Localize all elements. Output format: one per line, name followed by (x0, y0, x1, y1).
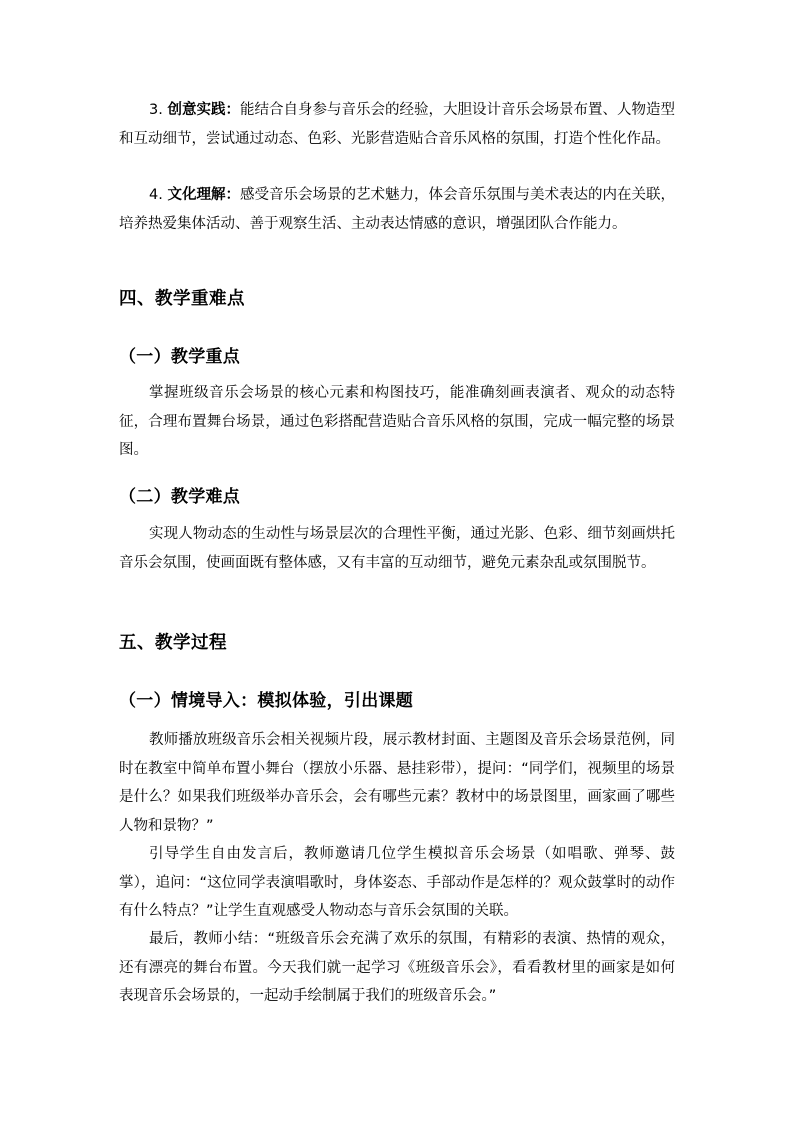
objective-4-number: 4. (149, 187, 163, 203)
section-4-1-heading: （一）教学重点 (119, 347, 241, 367)
objective-4-paragraph (119, 181, 675, 238)
objective-4-text: 感受音乐会场景的艺术魅力，体会音乐氛围与美术表达的内在关联，培养热爱集体活动、善于观察生活、主动表达情感的意识，增强团队合作能力。 (119, 187, 676, 232)
objective-3-number: 3. (149, 102, 163, 118)
section-4-1-paragraph: 掌握班级音乐会场景的核心元素和构图技巧，能准确刻画表演者、观众的动态特征，合理布置舞台场景，通过色彩搭配营造贴合音乐风格的氛围，完成一幅完整的场景图。 (119, 385, 675, 458)
objective-3-paragraph (119, 96, 675, 153)
objective-3-title: 创意实践： (167, 102, 240, 118)
section-5-1-heading: （一）情境导入：模拟体验，引出课题 (119, 691, 414, 711)
section-5-heading: 五、教学过程 (119, 633, 227, 653)
section-4-heading: 四、教学重难点 (119, 289, 245, 309)
objective-3-text: 能结合自身参与音乐会的经验，大胆设计音乐会场景布置、人物造型和互动细节，尝试通过动态、色彩、光影营造贴合音乐风格的氛围，打造个性化作品。 (119, 102, 676, 147)
section-5-1-paragraph-2: 引导学生自由发言后，教师邀请几位学生模拟音乐会场景（如唱歌、弹琴、鼓掌），追问：“这位同学表演唱歌时，身体姿态、手部动作是怎样的？观众鼓掌时的动作有什么特点？”让学生直观感受人物动态与音乐会氛围的关联。 (119, 846, 675, 919)
objective-4-title: 文化理解： (167, 187, 240, 203)
section-4-2-heading: （二）教学难点 (119, 487, 241, 507)
section-5-1-paragraph-1: 教师播放班级音乐会相关视频片段，展示教材封面、主题图及音乐会场景范例，同时在教室中简单布置小舞台（摆放小乐器、悬挂彩带），提问：“同学们，视频里的场景是什么？如果我们班级举办音乐会，会有哪些元素？教材中的场景图里，画家画了哪些人物和景物？” (119, 732, 675, 834)
section-5-1-paragraph-3: 最后，教师小结：“班级音乐会充满了欢乐的氛围，有精彩的表演、热情的观众，还有漂亮的舞台布置。今天我们就一起学习《班级音乐会》，看看教材里的画家是如何表现音乐会场景的，一起动手绘制属于我们的班级音乐会。” (119, 931, 675, 1004)
section-4-2-paragraph: 实现人物动态的生动性与场景层次的合理性平衡，通过光影、色彩、细节刻画烘托音乐会氛围，使画面既有整体感，又有丰富的互动细节，避免元素杂乱或氛围脱节。 (119, 526, 675, 571)
